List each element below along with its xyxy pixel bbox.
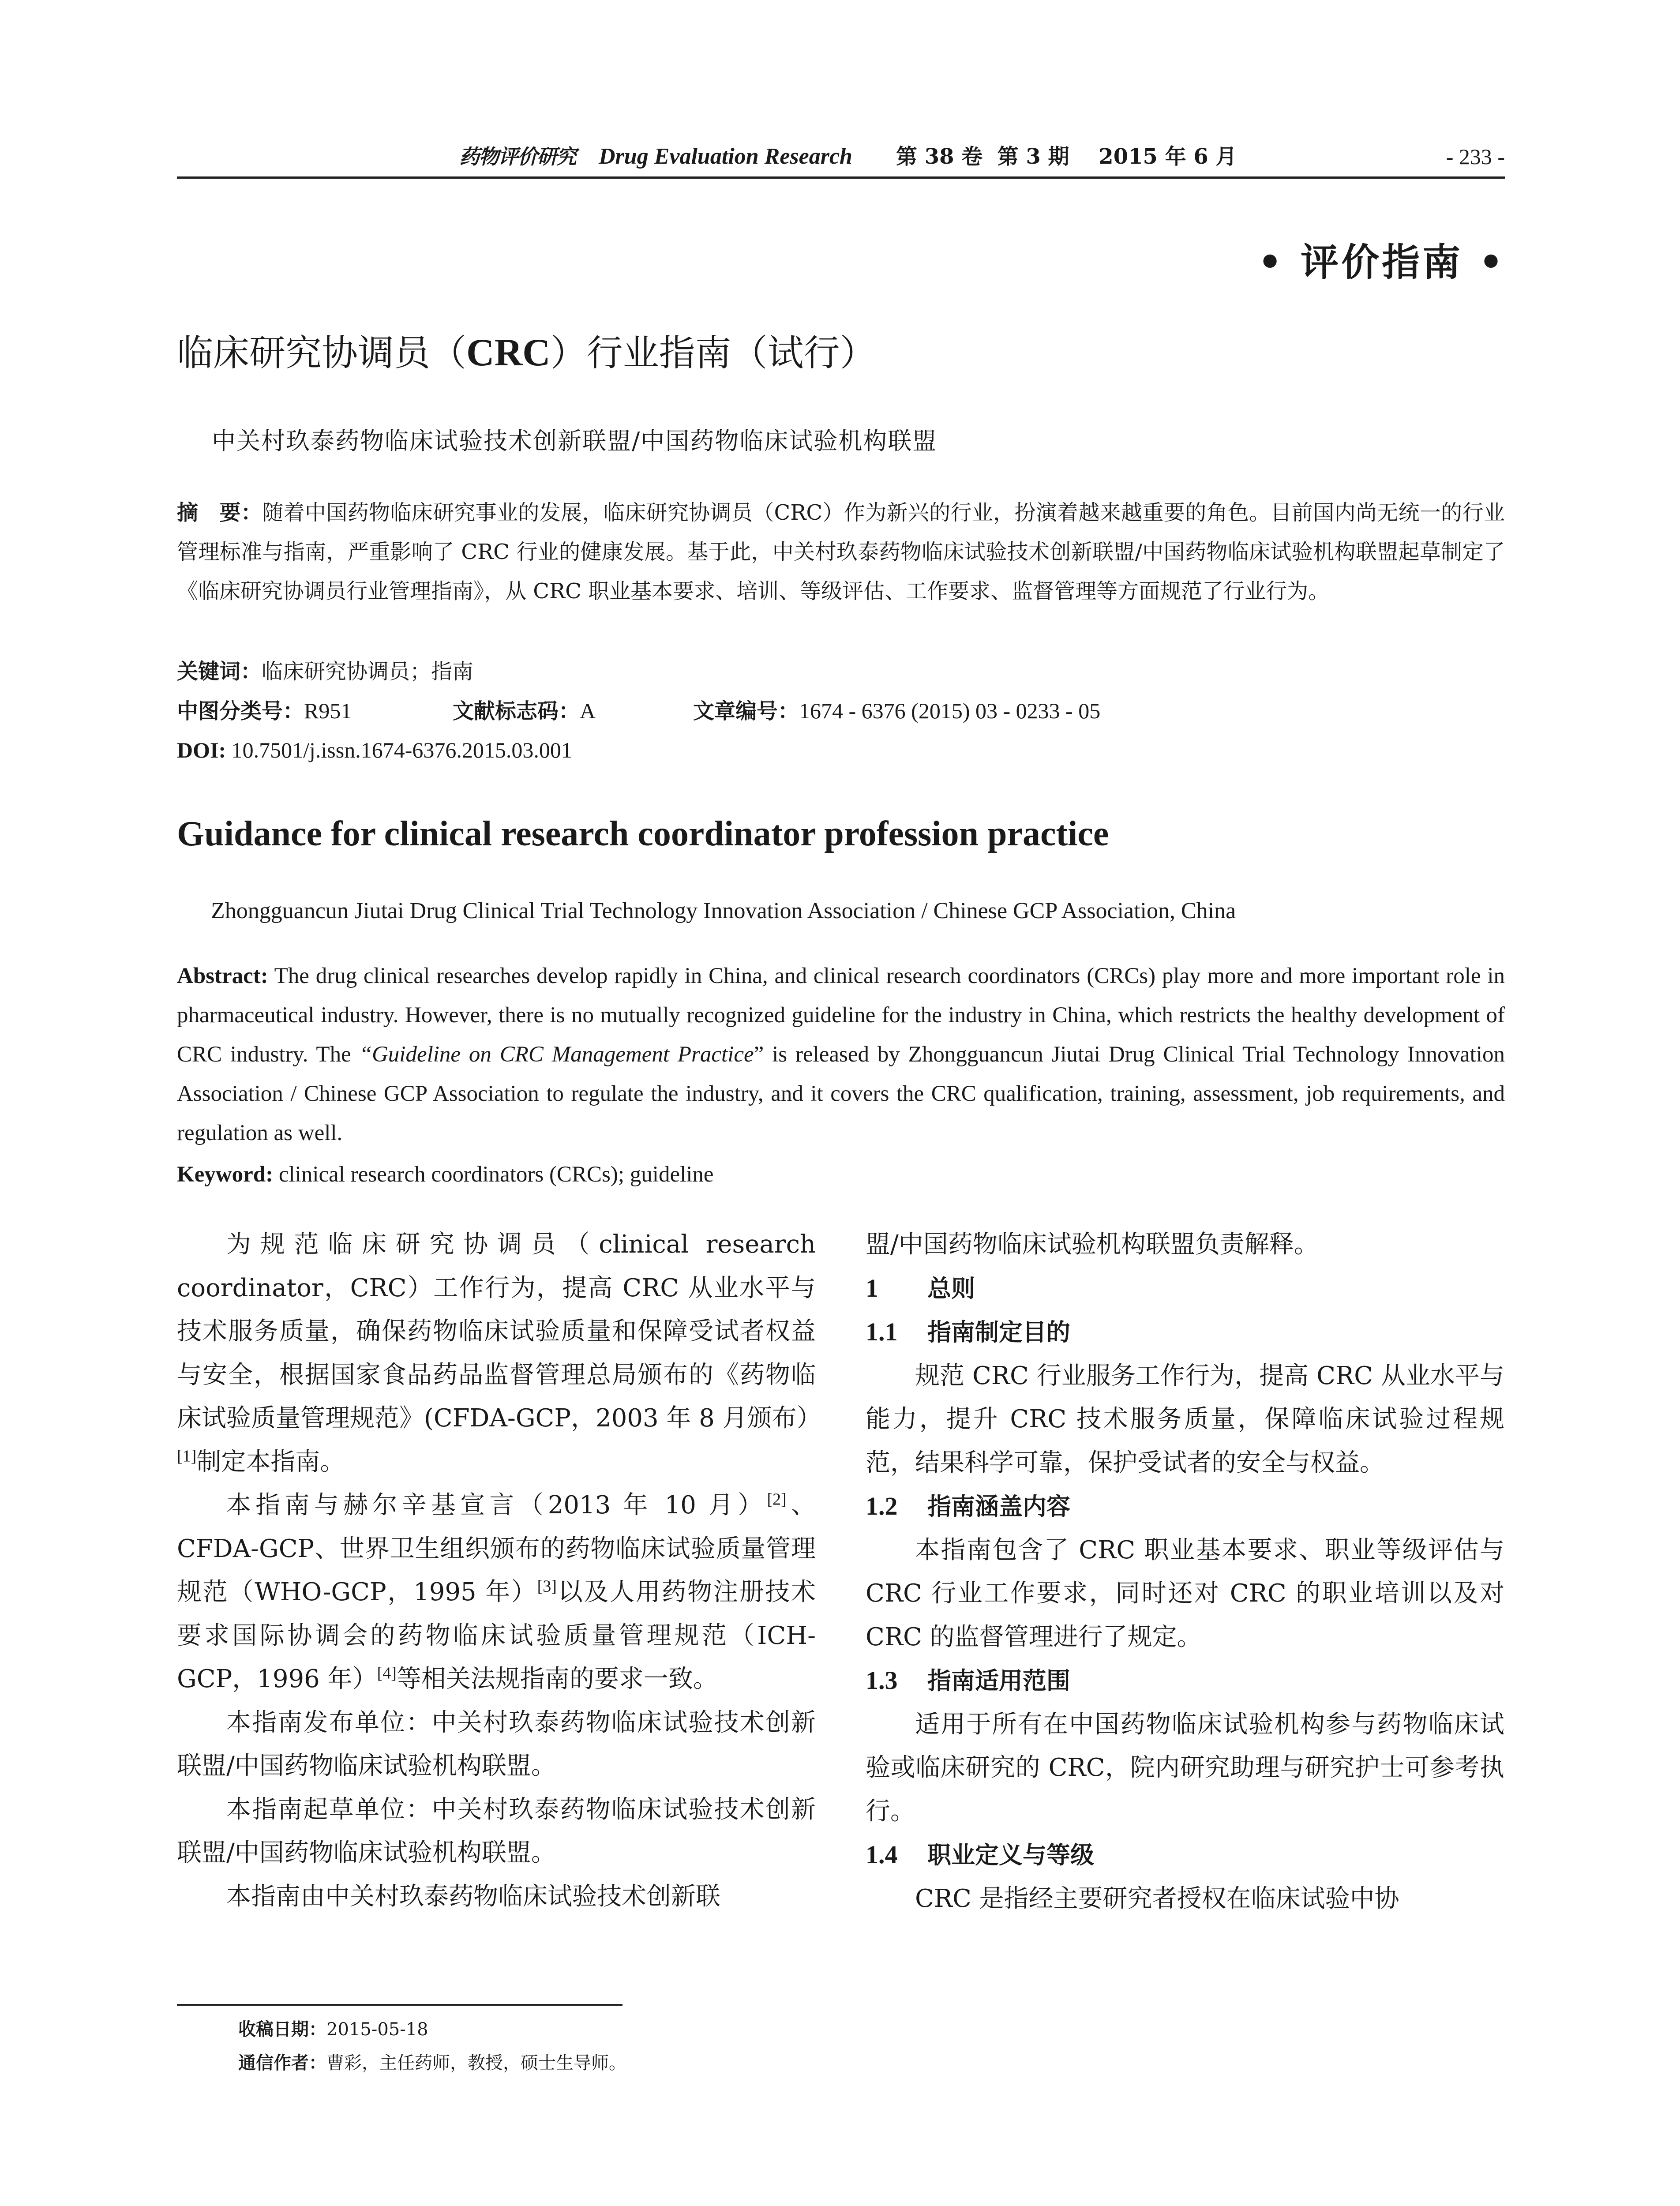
subsection-heading	[866, 1485, 1504, 1529]
abstract-english	[177, 957, 1505, 1159]
authors-chinese: 中关村玖泰药物临床试验技术创新联盟/中国药物临床试验机构联盟	[212, 427, 938, 455]
keyword-en-label: Keyword:	[177, 1162, 274, 1187]
keyword-en-text: clinical research coordinators (CRCs); guideline	[273, 1162, 714, 1187]
corresponding-label: 通信作者：	[238, 2053, 326, 2073]
clc-value: R951	[304, 698, 352, 723]
footnote-corresponding-author	[238, 2048, 1121, 2078]
body-paragraph: 盟/中国药物临床试验机构联盟负责解释。	[866, 1230, 1319, 1259]
footnote-received-date	[238, 2014, 1121, 2045]
paragraph-text: 、CFDA-GCP、世界卫生组织颁布的药物临床试验质量管理规范（WHO-GCP，1995 年）	[177, 1491, 816, 1606]
running-header	[177, 141, 1505, 172]
section-title: 总则	[927, 1274, 975, 1302]
abstract-en-italic: “Guideline on CRC Management Practice	[359, 1042, 754, 1067]
abstract-cn-label: 摘 要：	[177, 500, 262, 525]
doc-code-value: A	[580, 698, 596, 723]
section-title: 职业定义与等级	[927, 1841, 1094, 1869]
received-label: 收稿日期：	[238, 2019, 326, 2040]
english-title: Guidance for clinical research coordinator profession practice	[177, 814, 1109, 853]
subsection-heading	[866, 1833, 1504, 1877]
body-paragraph: 适用于所有在中国药物临床试验机构参与药物临床试验或临床研究的 CRC，院内研究助理与研究护士可参考执行。	[866, 1710, 1504, 1826]
citation-ref: [1]	[177, 1446, 197, 1465]
citation-ref: [4]	[377, 1664, 397, 1683]
section-number: 1	[866, 1273, 878, 1302]
citation-ref: [3]	[537, 1577, 557, 1596]
keywords-cn-text: 临床研究协调员；指南	[262, 659, 474, 684]
section-title: 指南涵盖内容	[927, 1493, 1070, 1520]
received-value: 2015-05-18	[326, 2019, 428, 2040]
corresponding-value: 曹彩，主任药师，教授，硕士生导师。	[326, 2053, 626, 2073]
body-paragraph: 本指南由中关村玖泰药物临床试验技术创新联	[226, 1882, 720, 1911]
title-part-1: 临床研究协调员（	[177, 332, 467, 374]
clc-label: 中图分类号：	[177, 699, 304, 724]
section-title: 指南适用范围	[927, 1667, 1070, 1695]
doi-label: DOI:	[177, 738, 226, 762]
body-paragraph: 本指南包含了 CRC 职业基本要求、职业等级评估与 CRC 行业工作要求，同时还对 CRC 的职业培训以及对 CRC 的监督管理进行了规定。	[866, 1535, 1504, 1651]
abstract-en-label: Abstract:	[177, 964, 268, 988]
citation-ref: [2]	[767, 1490, 787, 1509]
section-number: 1.4	[866, 1840, 898, 1869]
section-tag: • 评价指南 •	[1258, 240, 1506, 285]
footnote-rule	[177, 2004, 622, 2006]
section-number: 1.1	[866, 1317, 898, 1346]
journal-cn-logo: 药物评价研究	[459, 145, 576, 169]
section-heading	[866, 1267, 1504, 1311]
doi-value: 10.7501/j.issn.1674-6376.2015.03.001	[226, 738, 572, 762]
issue-info: 第 38 卷 第 3 期 2015 年 6 月	[896, 144, 1237, 169]
keyword-english	[177, 1155, 1505, 1194]
keywords-cn-label: 关键词：	[177, 659, 262, 684]
article-number-label: 文章编号：	[693, 699, 799, 724]
abstract-en-text-2: ” is released by Zhongguancun Jiutai Drug Clinical Trial Technology Innovation Association / Chinese GCP Association to regulate the industry, and it covers the CRC qualification, training, assessment, job requirements, and regulation as well.	[177, 1042, 1505, 1145]
paragraph-text: 本指南与赫尔辛基宣言（2013 年 10 月）	[226, 1491, 767, 1519]
header-rule	[177, 176, 1505, 179]
article-number-value: 1674 - 6376 (2015) 03 - 0233 - 05	[799, 698, 1101, 723]
classification-row	[177, 691, 1500, 731]
section-title: 指南制定目的	[927, 1318, 1070, 1346]
body-paragraph	[177, 1223, 821, 1484]
body-right-column	[866, 1223, 1504, 1973]
paragraph-text: 为规范临床研究协调员（clinical research coordinator，CRC）工作行为，提高 CRC 从业水平与技术服务质量，确保药物临床试验质量和保障受试者权益与安全，根据国家食品药品监督管理总局颁布的《药物临床试验质量管理规范》(CFDA-GCP，2003 年 8 月颁布）	[177, 1230, 821, 1433]
abstract-chinese	[177, 493, 1505, 652]
body-left-column	[177, 1223, 821, 1973]
body-paragraph: 规范 CRC 行业服务工作行为，提高 CRC 从业水平与能力，提升 CRC 技术服务质量，保障临床试验过程规范，结果科学可靠，保护受试者的安全与权益。	[866, 1361, 1504, 1477]
page-number: - 233 -	[1446, 144, 1505, 169]
title-part-2: ）行业指南（试行）	[550, 332, 876, 374]
doi-line	[177, 731, 1500, 770]
abstract-en-text-1: The drug clinical researches develop rapidly in China, and clinical research coordinators (CRCs) play more and more important role in pharmaceutical industry. However, there is no mutually recognized guideline for the industry in China, which restricts the healthy development of CRC industry. The	[177, 964, 1505, 1067]
paragraph-text: 等相关法规指南的要求一致。	[396, 1665, 718, 1693]
keywords-chinese	[177, 652, 1500, 691]
body-paragraph	[177, 1484, 816, 1701]
section-number: 1.3	[866, 1666, 898, 1695]
abstract-cn-text: 随着中国药物临床研究事业的发展，临床研究协调员（CRC）作为新兴的行业，扮演着越来越重要的角色。目前国内尚无统一的行业管理标准与指南，严重影响了 CRC 行业的健康发展。基于此，中关村玖泰药物临床试验技术创新联盟/中国药物临床试验机构联盟起草制定了《临床研究协调员行业管理指南》，从 CRC 职业基本要求、培训、等级评估、工作要求、监督管理等方面规范了行业行为。	[177, 500, 1505, 604]
paragraph-text: 以及人用药物注册技术要求国际协调会的药物临床试验质量管理规范（ICH-GCP，1996 年）	[177, 1578, 816, 1693]
journal-english-name: Drug Evaluation Research	[599, 144, 852, 169]
section-number: 1.2	[866, 1492, 898, 1520]
doc-code-label: 文献标志码：	[453, 699, 580, 724]
subsection-heading	[866, 1659, 1504, 1703]
title-acronym: CRC	[466, 331, 551, 374]
body-paragraph: 本指南起草单位：中关村玖泰药物临床试验技术创新联盟/中国药物临床试验机构联盟。	[177, 1795, 816, 1867]
article-title	[177, 326, 1500, 379]
english-authors: Zhongguancun Jiutai Drug Clinical Trial Technology Innovation Association / Chinese GCP Association, China	[211, 898, 1236, 923]
paragraph-text: 制定本指南。	[196, 1447, 345, 1476]
body-paragraph: 本指南发布单位：中关村玖泰药物临床试验技术创新联盟/中国药物临床试验机构联盟。	[177, 1708, 816, 1780]
body-paragraph: CRC 是指经主要研究者授权在临床试验中协	[915, 1884, 1399, 1913]
subsection-heading	[866, 1310, 1504, 1354]
